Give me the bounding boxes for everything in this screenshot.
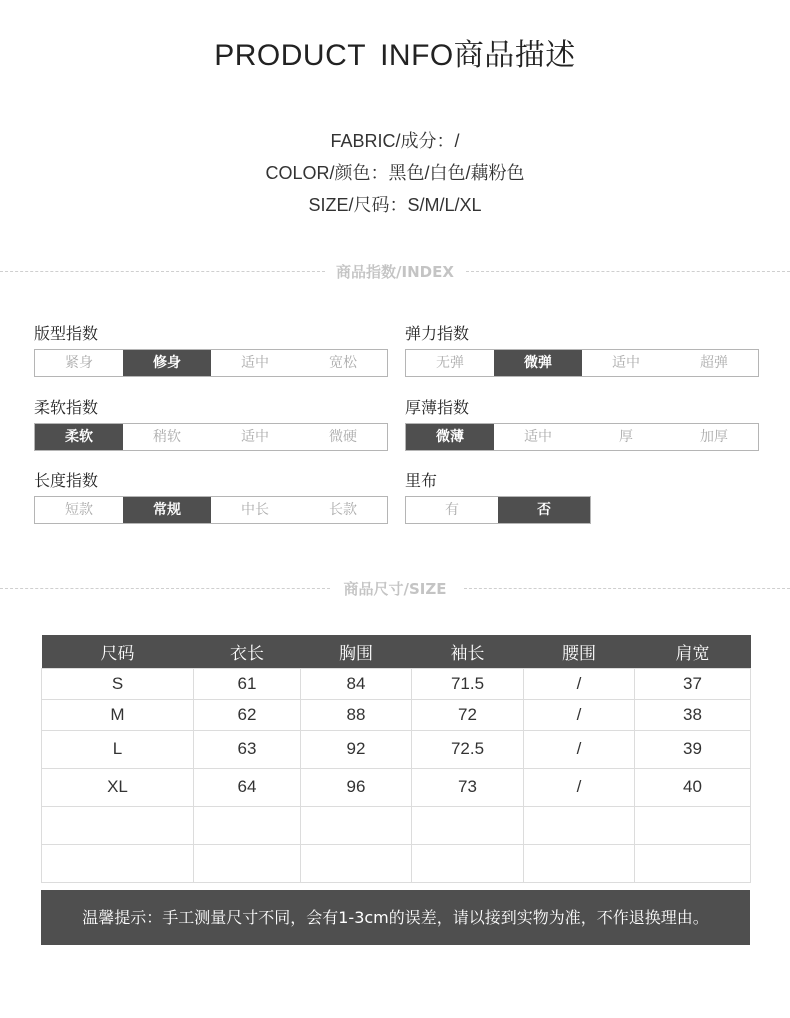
table-cell [42,806,194,844]
header-sleeve: 袖长 [412,635,524,668]
table-cell: 84 [301,668,412,699]
table-cell: / [524,730,635,768]
table-cell: 96 [301,768,412,806]
header-waist: 腰围 [524,635,635,668]
table-cell: 38 [635,699,751,730]
table-cell [524,844,635,882]
fit-index-bar [34,349,388,377]
table-cell [635,806,751,844]
table-row [42,768,751,806]
stretch-index [405,323,759,377]
table-cell: 73 [412,768,524,806]
index-divider [0,261,790,281]
fabric-info: FABRIC/成分：/ [330,131,460,151]
table-cell: 61 [194,668,301,699]
stretch-option: 超弹 [700,355,728,371]
table-row [42,730,751,768]
color-info: COLOR/颜色：黑色/白色/藕粉色 [265,163,525,183]
table-cell: 37 [635,668,751,699]
fit-option: 修身 [123,350,211,376]
fit-option: 适中 [241,355,269,371]
length-option: 长款 [329,502,357,518]
lining-index-title: 里布 [405,471,438,490]
table-cell [635,844,751,882]
thickness-index [405,397,759,451]
softness-index-title: 柔软指数 [34,398,99,417]
table-cell: 92 [301,730,412,768]
size-divider [0,578,790,598]
header-shoulder: 肩宽 [635,635,751,668]
thickness-option: 适中 [524,429,552,445]
stretch-option: 微弹 [494,350,582,376]
table-cell: / [524,768,635,806]
table-cell [301,844,412,882]
fit-index [34,323,388,377]
length-index [34,470,388,524]
table-cell: 62 [194,699,301,730]
header-length: 衣长 [194,635,301,668]
lining-index [405,470,759,524]
size-info: SIZE/尺码：S/M/L/XL [308,195,482,215]
fit-option: 紧身 [65,355,93,371]
table-cell: 63 [194,730,301,768]
table-row [42,699,751,730]
table-cell: S [42,668,194,699]
stretch-index-bar [405,349,759,377]
title-cn: 商品描述 [453,38,576,73]
fit-index-title: 版型指数 [34,324,99,343]
stretch-option: 无弹 [436,355,464,371]
table-cell [524,806,635,844]
thickness-option: 加厚 [700,429,728,445]
measurement-note: 温馨提示：手工测量尺寸不同，会有1-3cm的误差，请以接到实物为准，不作退换理由。 [41,890,750,945]
lining-index-bar [405,496,591,524]
title-en-2: INFO [380,39,454,72]
table-cell: / [524,668,635,699]
divider-line-right [464,588,790,589]
lining-option: 有 [445,502,459,518]
table-row [42,668,751,699]
table-cell: 39 [635,730,751,768]
softness-option: 稍软 [153,429,181,445]
page-title [0,30,790,74]
table-cell: L [42,730,194,768]
thickness-index-bar [405,423,759,451]
divider-line-right [466,271,790,272]
thickness-index-title: 厚薄指数 [405,398,470,417]
header-chest: 胸围 [301,635,412,668]
table-cell: 71.5 [412,668,524,699]
length-option: 短款 [65,502,93,518]
table-cell [412,806,524,844]
softness-index-bar [34,423,388,451]
table-cell: 40 [635,768,751,806]
length-index-title: 长度指数 [34,471,99,490]
softness-index [34,397,388,451]
table-cell [301,806,412,844]
table-cell: 64 [194,768,301,806]
header-size: 尺码 [42,635,194,668]
table-cell: 88 [301,699,412,730]
table-cell [412,844,524,882]
lining-option: 否 [498,497,590,523]
title-en-1: PRODUCT [214,39,367,72]
table-row [42,844,751,882]
softness-option: 柔软 [35,424,123,450]
length-option: 中长 [241,502,269,518]
table-cell [42,844,194,882]
size-divider-label: 商品尺寸/SIZE [343,580,447,598]
table-cell [194,844,301,882]
size-table [41,635,751,883]
softness-option: 微硬 [329,429,357,445]
index-divider-label: 商品指数/INDEX [336,263,454,281]
thickness-option: 厚 [619,429,633,445]
table-row [42,806,751,844]
table-cell: M [42,699,194,730]
table-cell [194,806,301,844]
fit-option: 宽松 [329,355,357,371]
table-cell: 72.5 [412,730,524,768]
table-cell: / [524,699,635,730]
length-index-bar [34,496,388,524]
thickness-option: 微薄 [406,424,494,450]
length-option: 常规 [123,497,211,523]
stretch-index-title: 弹力指数 [405,324,470,343]
table-cell: XL [42,768,194,806]
stretch-option: 适中 [612,355,640,371]
softness-option: 适中 [241,429,269,445]
table-cell: 72 [412,699,524,730]
table-header-row [42,635,751,668]
